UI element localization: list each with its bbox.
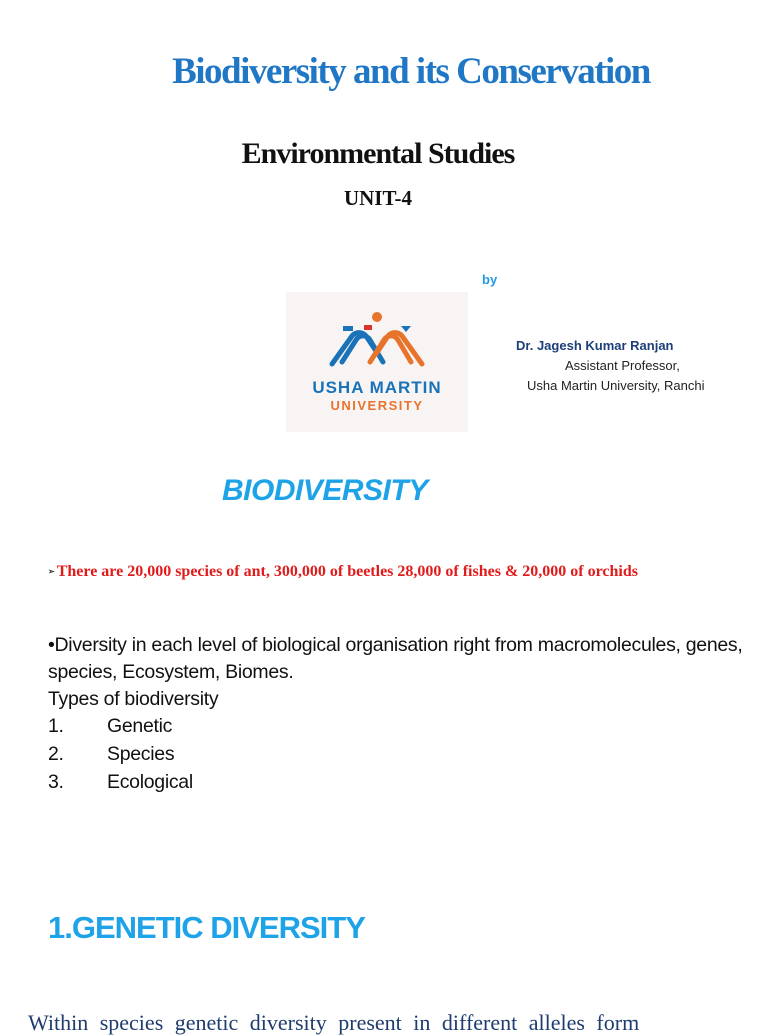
species-fact-text: There are 20,000 species of ant, 300,000 of beetles 28,000 of fishes & 20,000 of orchids [56,563,638,580]
author-org: Usha Martin University, Ranchi [527,378,705,393]
logo-subtitle: UNIVERSITY [330,398,424,413]
by-label: by [482,272,498,287]
author-role: Assistant Professor, [565,358,680,373]
unit-label: UNIT-4 [343,186,413,210]
author-name: Dr. Jagesh Kumar Ranjan [516,338,674,353]
diversity-block [48,632,748,797]
list-number: 1. [48,715,64,737]
list-item [48,741,748,769]
list-label: Ecological [107,771,193,793]
definition-text: •Diversity in each level of biological organisation right from macromolecules, genes, species, Ecosystem, Biomes. [48,634,743,683]
genetic-diversity-heading: 1.GENETIC DIVERSITY [48,910,365,945]
list-label: Genetic [107,715,173,737]
types-list [48,713,748,797]
list-number: 2. [48,743,64,765]
types-heading: Types of biodiversity [48,688,219,710]
list-label: Species [107,743,175,765]
list-item [48,769,748,797]
university-logo [286,292,468,432]
subject-title: Environmental Studies [241,137,515,170]
biodiversity-heading: BIODIVERSITY [222,474,428,507]
logo-mark-icon [286,292,468,382]
slide-title: Biodiversity and its Conservation [172,51,650,92]
bullet-arrow-icon: ➢ [48,567,55,576]
list-number: 3. [48,771,64,793]
list-item [48,713,748,741]
genetic-diversity-text: Within species genetic diversity present in different alleles form [28,1010,640,1035]
species-fact [48,560,738,584]
logo-name: USHA MARTIN [312,378,442,397]
